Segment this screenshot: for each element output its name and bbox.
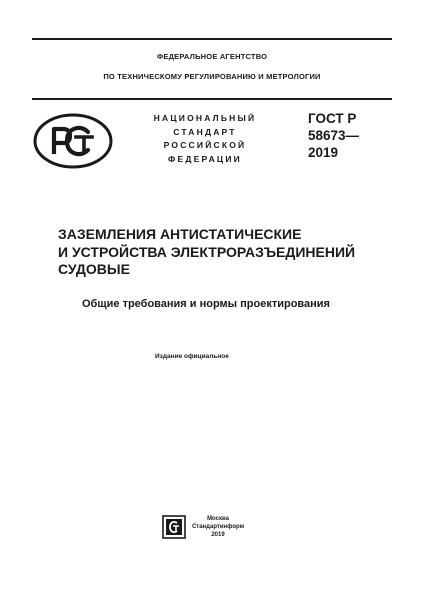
middle-rule: [32, 98, 392, 100]
publisher-logo-icon: [162, 515, 186, 539]
publisher-info: [190, 515, 246, 539]
national-line3: РОССИЙСКОЙ: [163, 140, 247, 150]
gost-line1: ГОСТ Р: [308, 111, 357, 126]
publisher-city: Москва: [207, 516, 229, 522]
title-line2: И УСТРОЙСТВА ЭЛЕКТРОРАЗЪЕДИНЕНИЙ: [58, 243, 356, 260]
title-line1: ЗАЗЕМЛЕНИЯ АНТИСТАТИЧЕСКИЕ: [58, 226, 302, 242]
national-line4: ФЕДЕРАЦИИ: [168, 153, 242, 164]
rst-logo-icon: [32, 112, 114, 170]
publisher-logo-letters: СТИ: [172, 537, 176, 538]
gost-line2: 58673—: [308, 128, 360, 143]
top-rule: [32, 38, 392, 40]
document-title: [58, 226, 378, 279]
rst-logo-letters: РСТ: [72, 166, 74, 167]
gost-number: [308, 110, 359, 161]
national-standard-label: [130, 112, 280, 166]
title-line3: СУДОВЫЕ: [58, 261, 130, 277]
document-subtitle: Общие требования и нормы проектирования: [82, 298, 330, 310]
agency-name-line2: ПО ТЕХНИЧЕСКОМУ РЕГУЛИРОВАНИЮ И МЕТРОЛОГИИ: [103, 72, 321, 81]
national-line2: СТАНДАРТ: [173, 126, 237, 137]
gost-line3: 2019: [308, 145, 339, 160]
agency-name-line1: ФЕДЕРАЛЬНОЕ АГЕНТСТВО: [156, 52, 268, 61]
national-line1: НАЦИОНАЛЬНЫЙ: [153, 113, 257, 123]
publisher-year: 2019: [211, 532, 225, 538]
publisher-name: Стандартинформ: [191, 524, 245, 530]
edition-label: Издание официальное: [155, 353, 229, 360]
